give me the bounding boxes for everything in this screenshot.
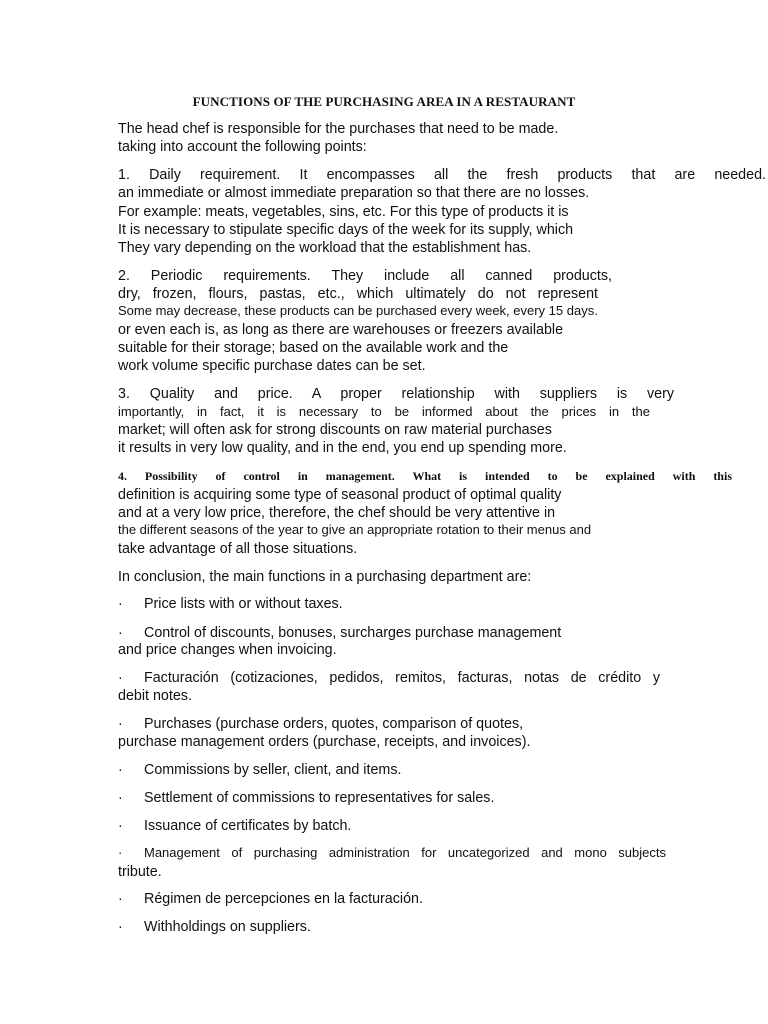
- conclusion-line: In conclusion, the main functions in a purchasing department are:: [118, 569, 532, 585]
- document-title: FUNCTIONS OF THE PURCHASING AREA IN A RESTAURANT: [192, 94, 576, 109]
- paragraph-line: It is necessary to stipulate specific days of the week for its supply, which: [118, 222, 574, 238]
- list-item-text: Facturación (cotizaciones, pedidos, remitos, facturas, notas de crédito y: [144, 670, 660, 686]
- paragraph-line: 2. Periodic requirements. They include all canned products,: [118, 268, 612, 284]
- list-item-text: Withholdings on suppliers.: [144, 919, 311, 935]
- paragraph-line: dry, frozen, flours, pastas, etc., which ultimately do not represent: [118, 286, 598, 302]
- list-item: [118, 918, 311, 936]
- list-item-text: Price lists with or without taxes.: [144, 596, 343, 612]
- paragraph-line: market; will often ask for strong discounts on raw material purchases: [118, 422, 552, 438]
- bullet-marker: ·: [118, 762, 123, 778]
- list-item-text: Purchases (purchase orders, quotes, comparison of quotes,: [144, 716, 524, 732]
- paragraph-line: the different seasons of the year to give an appropriate rotation to their menus and: [118, 522, 592, 537]
- bullet-marker: ·: [118, 790, 123, 806]
- paragraph-line: They vary depending on the workload that the establishment has.: [118, 240, 532, 256]
- bullet-marker: ·: [118, 716, 123, 732]
- list-item: [118, 595, 343, 613]
- paragraph-line: For example: meats, vegetables, sins, etc. For this type of products it is: [118, 204, 569, 220]
- list-item: [118, 817, 351, 835]
- paragraph-line: 1. Daily requirement. It encompasses all the fresh products that are needed.: [118, 167, 766, 183]
- bullet-marker: ·: [118, 818, 123, 834]
- paragraph-line: work volume specific purchase dates can be set.: [118, 358, 426, 374]
- list-item: [118, 761, 401, 779]
- bullet-marker: ·: [118, 625, 123, 641]
- list-item: [118, 669, 660, 687]
- list-item: [118, 890, 423, 908]
- list-item: [118, 715, 523, 733]
- list-item: [118, 844, 666, 862]
- bullet-marker: ·: [118, 845, 123, 860]
- paragraph-line: Some may decrease, these products can be purchased every week, every 15 days.: [118, 303, 598, 318]
- list-item-text: Issuance of certificates by batch.: [144, 818, 352, 834]
- list-item-text: Settlement of commissions to representatives for sales.: [144, 790, 495, 806]
- paragraph-line: 3. Quality and price. A proper relationship with suppliers is very: [118, 386, 674, 402]
- paragraph-line: definition is acquiring some type of seasonal product of optimal quality: [118, 487, 562, 503]
- list-item-text: Régimen de percepciones en la facturación.: [144, 891, 423, 907]
- list-item: [118, 624, 561, 642]
- bullet-marker: ·: [118, 919, 123, 935]
- list-item-continuation: tribute.: [118, 864, 162, 880]
- paragraph-line: 4. Possibility of control in management. What is intended to be explained with this: [118, 469, 732, 483]
- list-item-text: Management of purchasing administration for uncategorized and mono subjects: [144, 845, 666, 860]
- list-item-continuation: debit notes.: [118, 688, 192, 704]
- bullet-marker: ·: [118, 596, 123, 612]
- list-item-text: Control of discounts, bonuses, surcharges purchase management: [144, 625, 562, 641]
- bullet-marker: ·: [118, 670, 123, 686]
- paragraph-line: taking into account the following points:: [118, 139, 367, 155]
- paragraph-line: importantly, in fact, it is necessary to be informed about the prices in the: [118, 404, 650, 419]
- paragraph-line: take advantage of all those situations.: [118, 541, 358, 557]
- list-item-text: Commissions by seller, client, and items.: [144, 762, 402, 778]
- paragraph-line: it results in very low quality, and in the end, you end up spending more.: [118, 440, 567, 456]
- paragraph-line: The head chef is responsible for the purchases that need to be made.: [118, 121, 559, 137]
- paragraph-line: and at a very low price, therefore, the chef should be very attentive in: [118, 505, 556, 521]
- paragraph-line: suitable for their storage; based on the available work and the: [118, 340, 509, 356]
- paragraph-line: or even each is, as long as there are warehouses or freezers available: [118, 322, 564, 338]
- list-item-continuation: and price changes when invoicing.: [118, 642, 337, 658]
- list-item-continuation: purchase management orders (purchase, receipts, and invoices).: [118, 734, 531, 750]
- paragraph-line: an immediate or almost immediate preparation so that there are no losses.: [118, 185, 590, 201]
- list-item: [118, 789, 494, 807]
- bullet-marker: ·: [118, 891, 123, 907]
